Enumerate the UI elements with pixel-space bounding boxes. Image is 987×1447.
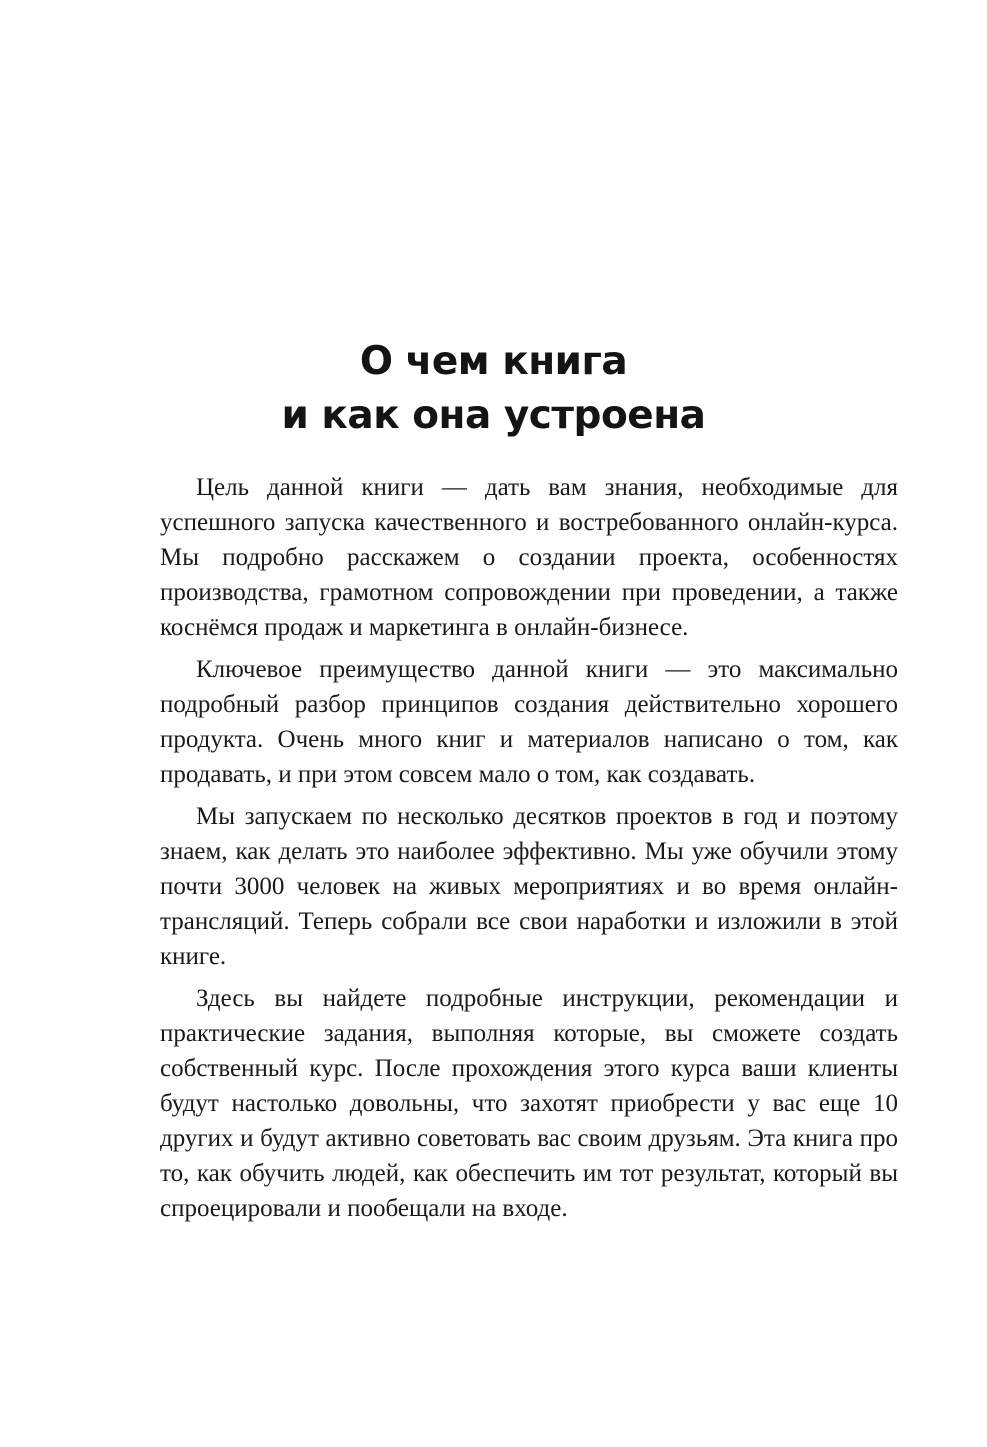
- paragraph-1: Цель данной книги — дать вам знания, необходимые для успешного запуска качественного и востребованного онлайн-курса. Мы подробно расскажем о создании проекта, особенностях производства, грамотном сопровождении при проведении, а также коснёмся продаж и маркетинга в онлайн-бизнесе.: [160, 474, 898, 641]
- paragraph-2: Ключевое преимущество данной книги — это максимально подробный разбор принципов создания действительно хорошего продукта. Очень много книг и материалов написано о том, как продавать, и при этом совсем мало о том, как создавать.: [160, 656, 898, 788]
- chapter-body: [160, 470, 898, 1233]
- chapter-title: [0, 335, 987, 443]
- chapter-title-line-1: О чем книга: [359, 339, 628, 384]
- paragraph-4: Здесь вы найдете подробные инструкции, рекомендации и практические задания, выполняя которые, вы сможете создать собственный курс. После прохождения этого курса ваши клиенты будут настолько довольны, что захотят приобрести у вас еще 10 других и будут активно советовать вас своим друзьям. Эта книга про то, как обучить людей, как обеспечить им тот результат, который вы спроецировали и пообещали на входе.: [160, 985, 898, 1222]
- chapter-title-line-2: и как она устроена: [281, 393, 706, 438]
- paragraph-3: Мы запускаем по несколько десятков проектов в год и поэтому знаем, как делать это наиболее эффективно. Мы уже обучили этому почти 3000 человек на живых мероприятиях и во время онлайн-трансляций. Теперь собрали все свои наработки и изложили в этой книге.: [160, 803, 898, 970]
